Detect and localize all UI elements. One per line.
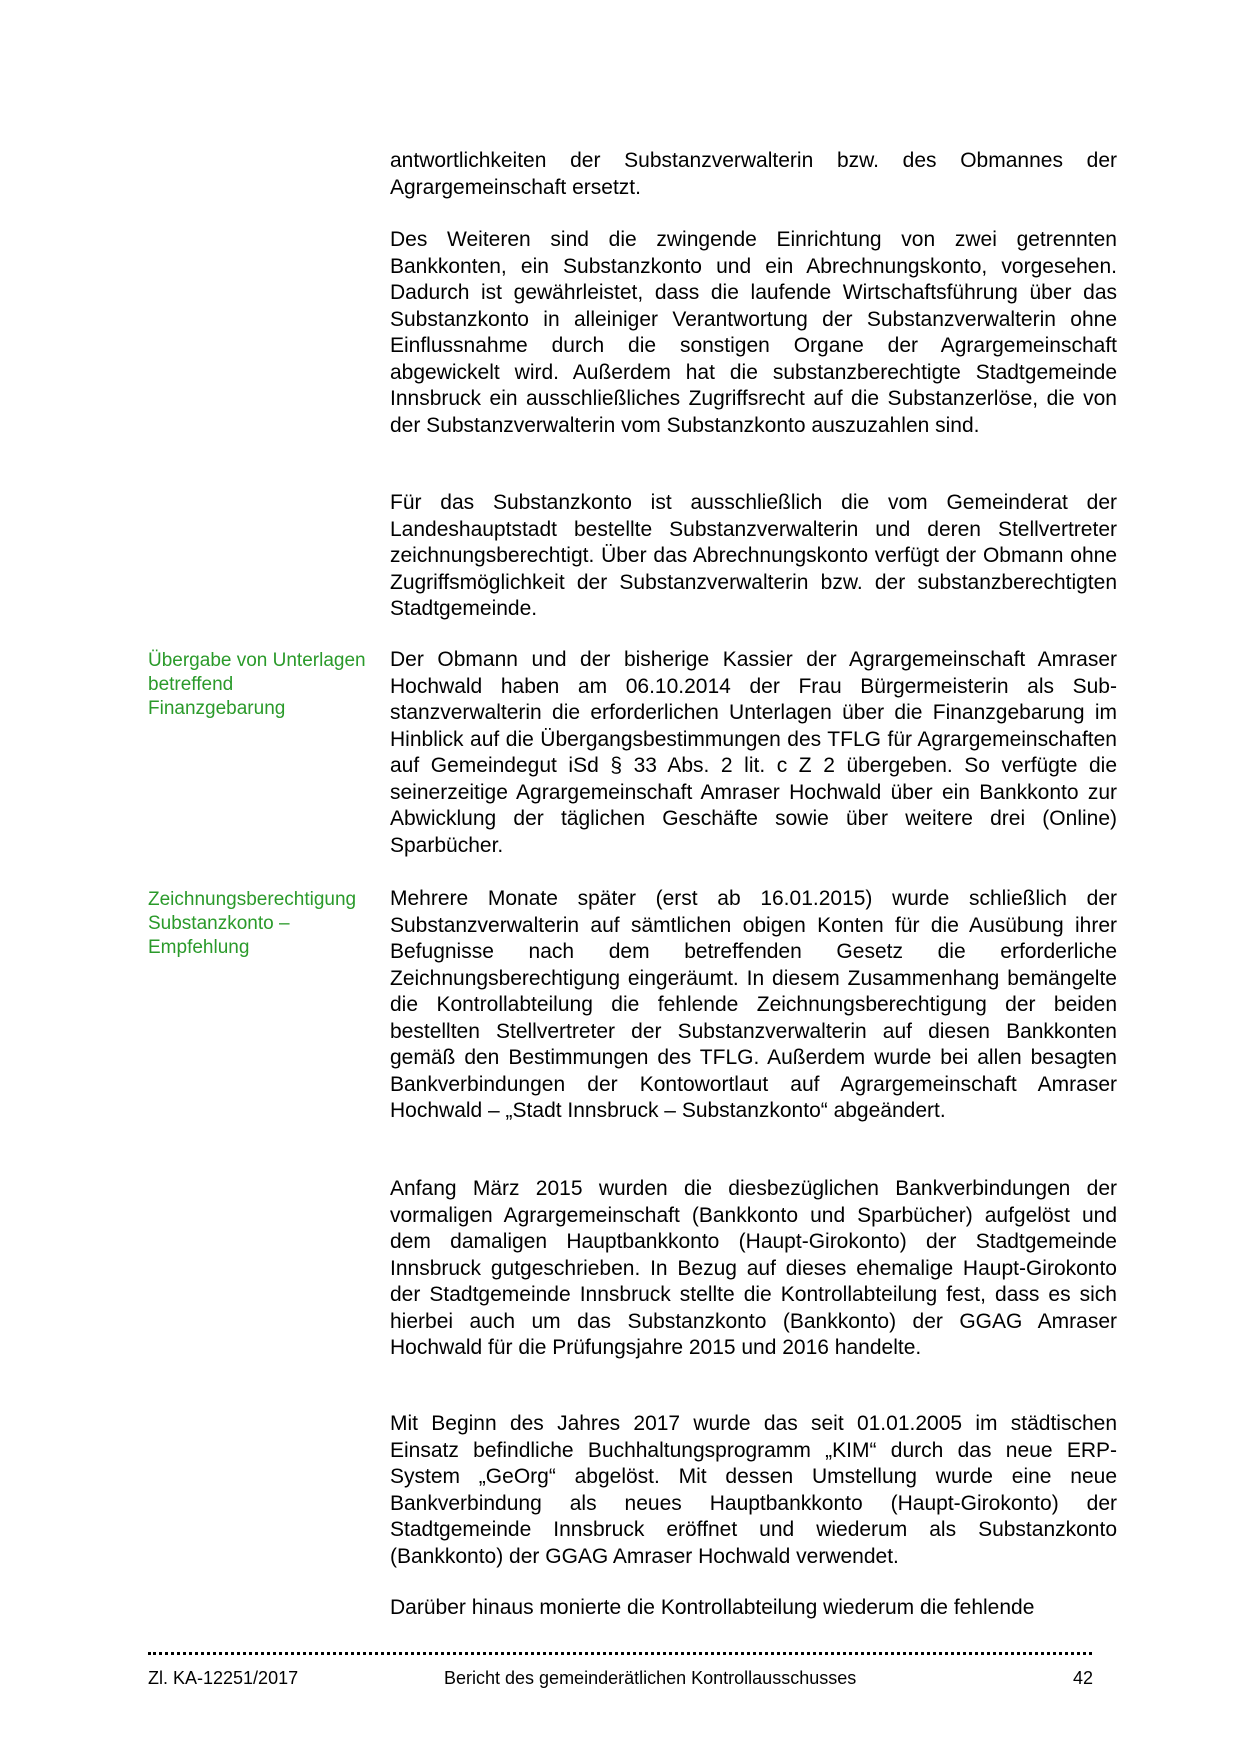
paragraph-1: antwortlichkeiten der Substanzverwalterin bzw. des Obmannes der Agrargemeinschaft ersetzt. (390, 149, 1117, 199)
paragraph-7: Mit Beginn des Jahres 2017 wurde das seit 01.01.2005 im städtischen Einsatz befindliche Buchhaltungsprogramm „KIM“ durch das neue ERP-System „GeOrg“ abgelöst. Mit dessen Umstellung wurde eine neue Bankverbindung als neues Hauptbankkonto (Haupt-Girokonto) der Stadtgemeinde Innsbruck eröffnet und wiederum als Substanzkonto (Bankkonto) der GGAG Amraser Hochwald verwendet. (390, 1412, 1117, 1568)
margin-note-zeichnungsberechtigung: Zeichnungsberechtigung Substanzkonto – Empfehlung (148, 889, 357, 958)
paragraph-6: Anfang März 2015 wurden die diesbezüglichen Bankverbindungen der vormaligen Agrargemeinschaft (Bankkonto und Sparbücher) aufgelöst und dem damaligen Hauptbankkonto (Haupt-Girokonto) der Stadtgemeinde Innsbruck gutgeschrieben. In Bezug auf dieses ehemalige Haupt-Girokonto der Stadtgemeinde Innsbruck stellte die Kontrollabteilung fest, dass es sich hierbei auch um das Substanzkonto (Bankkonto) der GGAG Amraser Hochwald für die Prüfungsjahre 2015 und 2016 handelte. (390, 1177, 1117, 1359)
footer-reference: Zl. KA-12251/2017 (148, 1668, 299, 1688)
paragraph-2: Des Weiteren sind die zwingende Einrichtung von zwei getrennten Bankkonten, ein Substanzkonto und ein Abrechnungskonto, vorgesehen. Dadurch ist gewährleistet, dass die laufende Wirtschaftsführung über das Substanzkonto in alleiniger Verantwortung der Substanzverwalterin ohne Einflussnahme durch die sonstigen Organe der Agrargemeinschaft abgewickelt wird. Außerdem hat die substanzberechtigte Stadtgemeinde Innsbruck ein ausschließliches Zugriffsrecht auf die Substanzerlöse, die von der Substanzverwalterin vom Substanzkonto auszuzahlen sind. (390, 228, 1117, 437)
paragraph-5: Mehrere Monate später (erst ab 16.01.2015) wurde schließlich der Substanzverwalterin auf sämtlichen obigen Konten für die Ausübung ihrer Befugnisse nach dem betreffenden Gesetz die erforderliche Zeichnungsberechtigung eingeräumt. In diesem Zusammenhang bemängelte die Kontrollabteilung die fehlende Zeichnungsberechtigung der beiden bestellten Stellvertreter der Substanzverwalterin auf diesen Bankkonten gemäß den Bestimmungen des TFLG. Außerdem wurde bei allen besagten Bankverbindungen der Kontowortlaut auf Agrargemeinschaft Amraser Hochwald – „Stadt Innsbruck – Substanzkonto“ abgeändert. (390, 887, 1117, 1122)
paragraph-8: Darüber hinaus monierte die Kontrollabteilung wiederum die fehlende (390, 1596, 1035, 1619)
paragraph-3: Für das Substanzkonto ist ausschließlich die vom Gemeinderat der Landeshauptstadt bestellte Substanzverwalterin und deren Stellvertreter zeichnungsberechtigt. Über das Abrechnungskonto verfügt der Obmann ohne Zugriffsmöglichkeit der Substanzverwalterin bzw. der substanzberechtigten Stadtgemeinde. (390, 491, 1117, 620)
footer-title: Bericht des gemeinderätlichen Kontrollausschusses (444, 1668, 857, 1688)
margin-note-uebergabe: Übergabe von Unterlagen betreffend Finanzgebarung (148, 650, 366, 719)
page-number: 42 (1073, 1668, 1094, 1688)
paragraph-4: Der Obmann und der bisherige Kassier der Agrargemeinschaft Amraser Hochwald haben am 06.10.2014 der Frau Bürgermeisterin als Substanzverwalterin die erforderlichen Unterlagen über die Finanzgebarung im Hinblick auf die Übergangsbestimmungen des TFLG für Agrargemeinschaften auf Gemeindegut iSd § 33 Abs. 2 lit. c Z 2 übergeben. So verfügte die seinerzeitige Agrargemeinschaft Amraser Hochwald über ein Bankkonto zur Abwicklung der täglichen Geschäfte sowie über weitere drei (Online) Sparbücher. (390, 648, 1117, 857)
footer-divider (148, 1652, 1092, 1655)
